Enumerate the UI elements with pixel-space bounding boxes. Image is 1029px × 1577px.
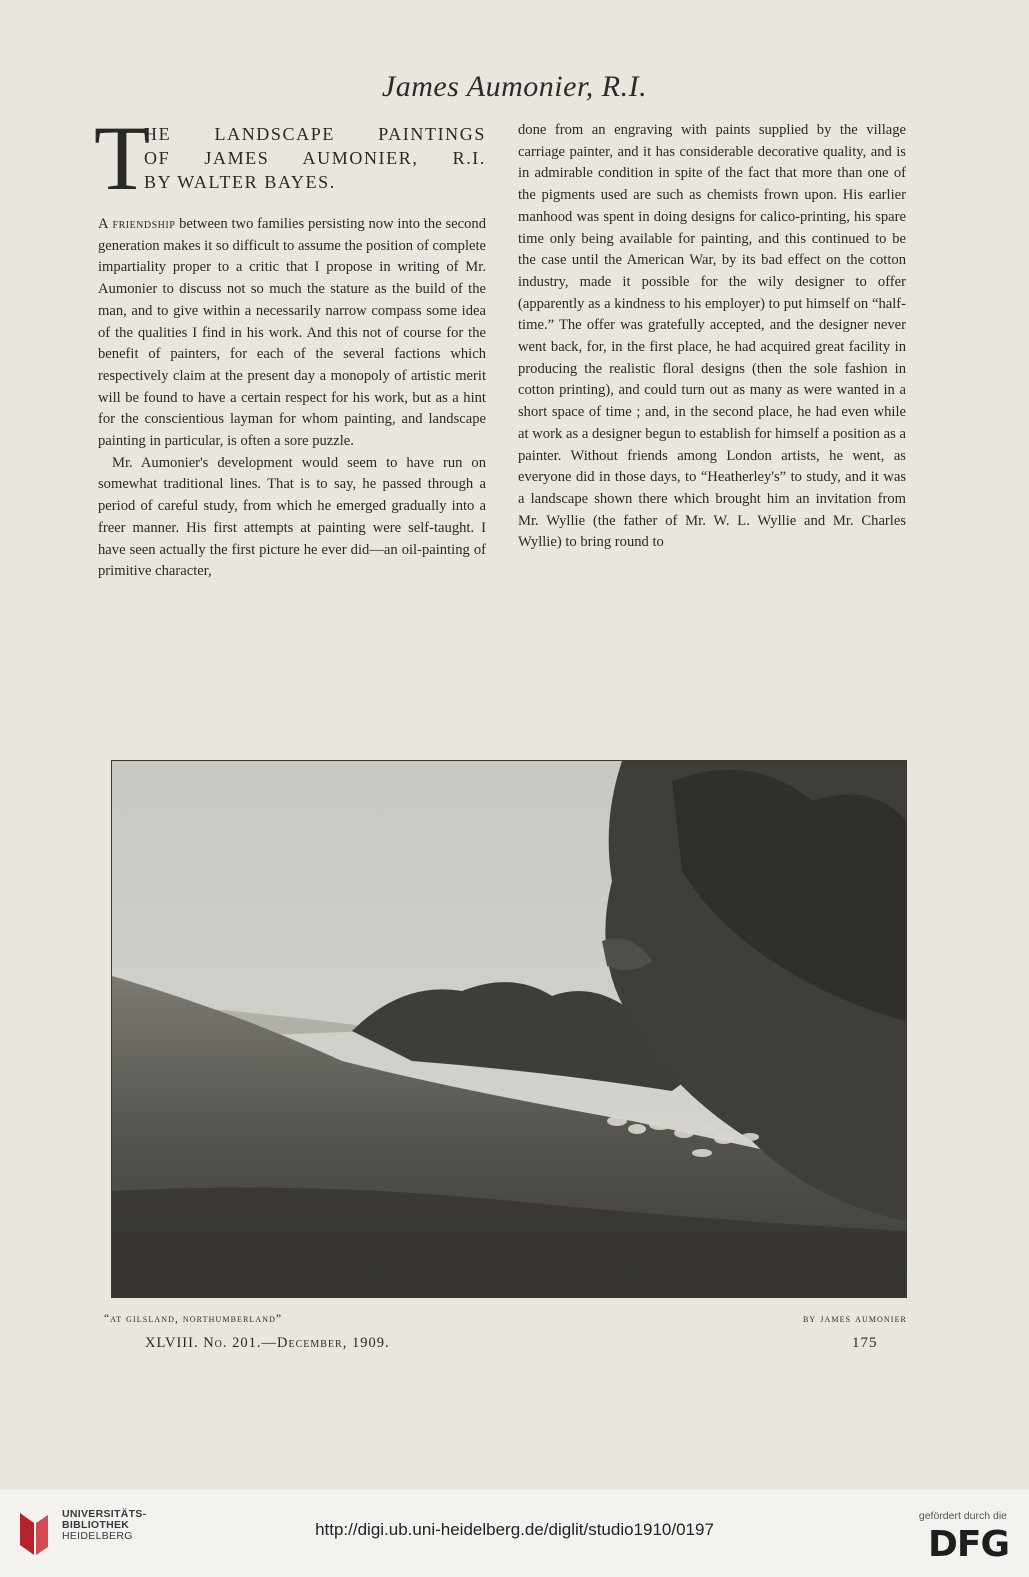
running-title: James Aumonier, R.I. (381, 70, 648, 103)
left-column (94, 107, 487, 583)
paragraph (98, 214, 486, 453)
issue-line: XLVIII. No. 201.—December, 1909. (145, 1335, 390, 1351)
library-line-1: UNIVERSITÄTS- (62, 1508, 147, 1520)
permalink-url[interactable]: http://digi.ub.uni-heidelberg.de/diglit/studio1910/0197 (315, 1520, 714, 1539)
plate-caption-artist: by james aumonier (802, 1313, 907, 1325)
repository-bar (0, 1490, 1029, 1577)
landscape-illustration (112, 761, 906, 1297)
library-line-2: BIBLIOTHEK (62, 1519, 130, 1531)
paragraph: done from an engraving with paints supplied by the village carriage painter, and it has considerable decorative quality, and is in admirable condition in spite of the fact that more than one of the pigments used are such as chemists frown upon. His earlier manhood was spent in doing designs for calico-printing, his spare time only being available for painting, and this continued to be the case until the American War, by its bad effect on the cotton industry, made it possible for the wily designer to offer (apparently as a kindness to his employer) to put himself on “half-time.” The offer was gratefully accepted, and the designer never went back, for, in the first place, he had acquired great facility in producing the realistic floral designs (then the sole fashion in cotton printing), and could turn out as many as were wanted in a short space of time ; and, in the second place, he had even while at work as a designer begun to establish for himself a position as a painter. Without friends among London artists, he went, as everyone did in those days, to “Heatherley's” to study, and it was a landscape shown there which brought him an invitation from Mr. Wyllie (the father of Mr. W. L. Wyllie and Mr. Charles Wyllie) to bring round to (518, 122, 906, 551)
headline-line-1: HE LANDSCAPE PAINTINGS (144, 124, 486, 144)
paragraph: Mr. Aumonier's development would seem to have run on somewhat traditional lines. That is to say, he passed through a period of careful study, from which he emerged gradually into a freer manner. His first attempts at painting were self-taught. I have seen actually the first picture he ever did—an oil-painting of primitive character, (98, 454, 486, 580)
right-column (518, 120, 906, 554)
library-line-3: HEIDELBERG (62, 1530, 133, 1542)
landscape-painting-plate (111, 760, 907, 1298)
funded-by-label: gefördert durch die (918, 1510, 1007, 1522)
headline-line-2: OF JAMES AUMONIER, R.I. (144, 148, 486, 168)
article-headline (94, 107, 486, 209)
paragraph-lead: A friendship (98, 216, 176, 232)
headline-line-3: BY WALTER BAYES. (144, 172, 336, 192)
drop-cap: T (94, 107, 151, 209)
page-number: 175 (852, 1335, 878, 1351)
paragraph-text: between two families persisting now into the second generation makes it so difficult to assume the position of complete impartiality proper to a critic that I propose in writing of Mr. Aumonier to discuss not so much the stature as the build of the man, and to give within a necessarily narrow compass some idea of the qualities I find in his work. And this not of course for the benefit of painters, for each of the several factions which respectively claim at the present day a monopoly of artistic merit will be found to have a certain respect for his work, but as a hint for the conscientious layman for whom painting, and landscape painting in particular, is often a sore puzzle. (98, 216, 487, 450)
plate-caption-title: “at gilsland, northumberland” (104, 1313, 283, 1325)
dfg-logo: DFG (927, 1524, 1009, 1565)
